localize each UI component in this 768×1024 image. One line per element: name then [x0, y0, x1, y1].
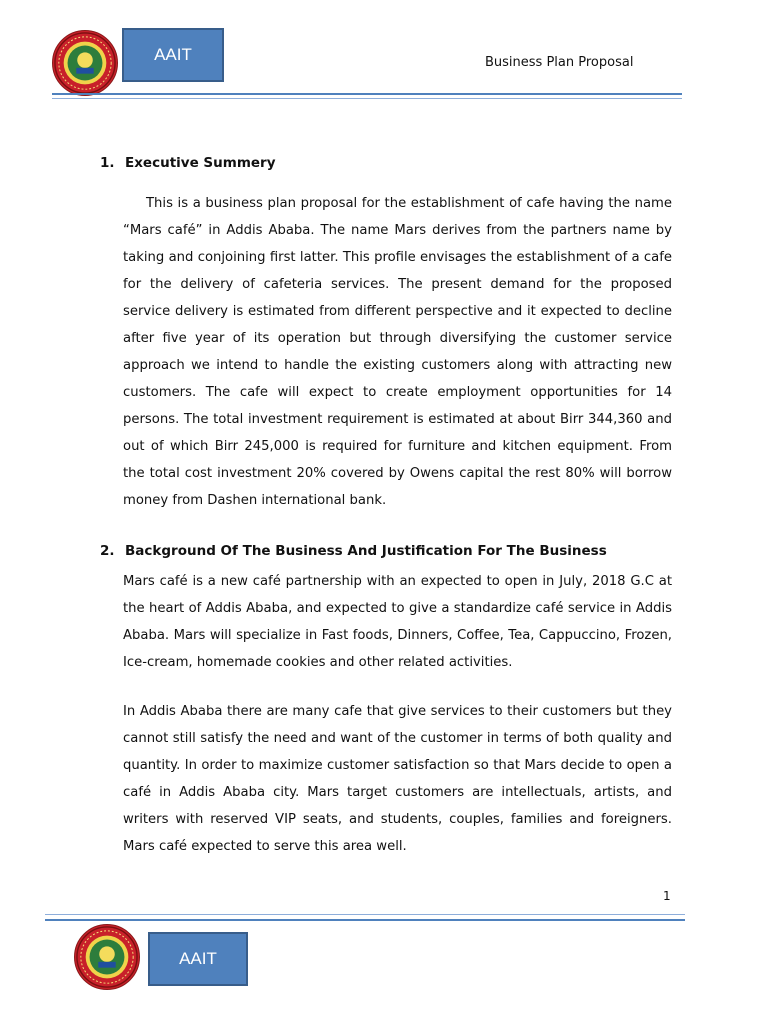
section-number: 1. — [100, 155, 115, 171]
footer-aait-logo-box — [148, 932, 248, 986]
footer-university-seal-logo — [74, 924, 140, 990]
seal-emblem-icon — [53, 31, 117, 95]
section-number: 2. — [100, 543, 115, 559]
section-heading-background — [100, 538, 672, 564]
footer-aait-logo-text: AAIT — [179, 949, 217, 968]
background-paragraph-2: In Addis Ababa there are many cafe that give services to their customers but they cannot still satisfy the need and want of the customer in terms of both quality and quantity. In order to maximize customer satisfaction so that Mars decide to open a café in Addis Ababa city. Mars target customers are intellectuals, artists, and writers with reserved VIP seats, and students, couples, families and foreigners. Mars café expected to serve this area well. — [123, 704, 672, 854]
aait-logo-text: AAIT — [154, 45, 192, 64]
footer-seal-emblem-icon — [75, 925, 139, 989]
footer-rule-thin — [45, 914, 685, 915]
background-paragraph-1: Mars café is a new café partnership with an expected to open in July, 2018 G.C at the heart of Addis Ababa, and expected to give a standardize café service in Addis Ababa. Mars will specialize in Fast foods, Dinners, Coffee, Tea, Cappuccino, Frozen, Ice-cream, homemade cookies and other related activities. — [123, 574, 672, 670]
university-seal-logo — [52, 30, 118, 96]
footer-rule — [45, 919, 685, 921]
header-rule-thin — [52, 98, 682, 99]
executive-summary-paragraph: This is a business plan proposal for the establishment of cafe having the name “Mars café” in Addis Ababa. The name Mars derives from the partners name by taking and conjoining first latter. This profile envisages the establishment of a cafe for the delivery of cafeteria services. The present demand for the proposed service delivery is estimated from different perspective and it expected to decline after five year of its operation but through diversifying the customer service approach we intend to handle the existing customers along with attracting new customers. The cafe will expect to create employment opportunities for 14 persons. The total investment requirement is estimated at about Birr 344,360 and out of which Birr 245,000 is required for furniture and kitchen equipment. From the total cost investment 20% covered by Owens capital the rest 80% will borrow money from Dashen international bank. — [123, 196, 672, 508]
header-rule — [52, 93, 682, 95]
section-title: Background Of The Business And Justification For The Business — [125, 543, 607, 559]
document-header-title: Business Plan Proposal — [485, 55, 634, 70]
section-title: Executive Summery — [125, 155, 276, 171]
section-heading-executive-summary — [100, 150, 672, 176]
document-body — [100, 150, 672, 860]
aait-logo-box — [122, 28, 224, 82]
page-number: 1 — [663, 889, 671, 903]
